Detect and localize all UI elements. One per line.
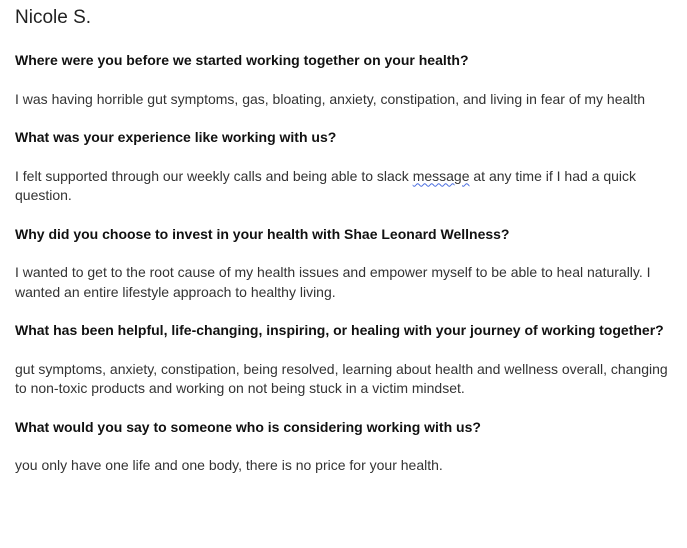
answer-2 xyxy=(15,167,675,206)
question-2: What was your experience like working with us? xyxy=(15,129,337,145)
question-4: What has been helpful, life-changing, inspiring, or healing with your journey of working together? xyxy=(15,322,664,338)
answer-4: gut symptoms, anxiety, constipation, being resolved, learning about health and wellness overall, changing to non-toxic products and working on not being stuck in a victim mindset. xyxy=(15,360,668,396)
question-5: What would you say to someone who is considering working with us? xyxy=(15,418,481,435)
client-name: Nicole S. xyxy=(15,7,92,28)
answer-5: you only have one life and one body, there is no price for your health. xyxy=(15,457,443,473)
testimonial-document xyxy=(15,0,675,476)
answer-2-text-start: I felt supported through our weekly calls and being able to slack xyxy=(15,167,413,184)
question-3: Why did you choose to invest in your health with Shae Leonard Wellness? xyxy=(15,225,510,242)
spellcheck-flagged-word[interactable]: message xyxy=(412,167,470,184)
answer-1: I was having horrible gut symptoms, gas, bloating, anxiety, constipation, and living in fear of my health xyxy=(15,90,646,107)
answer-2-text-end: at any time if I had a quick question. xyxy=(15,167,637,203)
answer-3: I wanted to get to the root cause of my health issues and empower myself to be able to heal naturally. I wanted an entire lifestyle approach to healthy living. xyxy=(15,264,651,300)
question-1: Where were you before we started working together on your health? xyxy=(15,52,469,68)
